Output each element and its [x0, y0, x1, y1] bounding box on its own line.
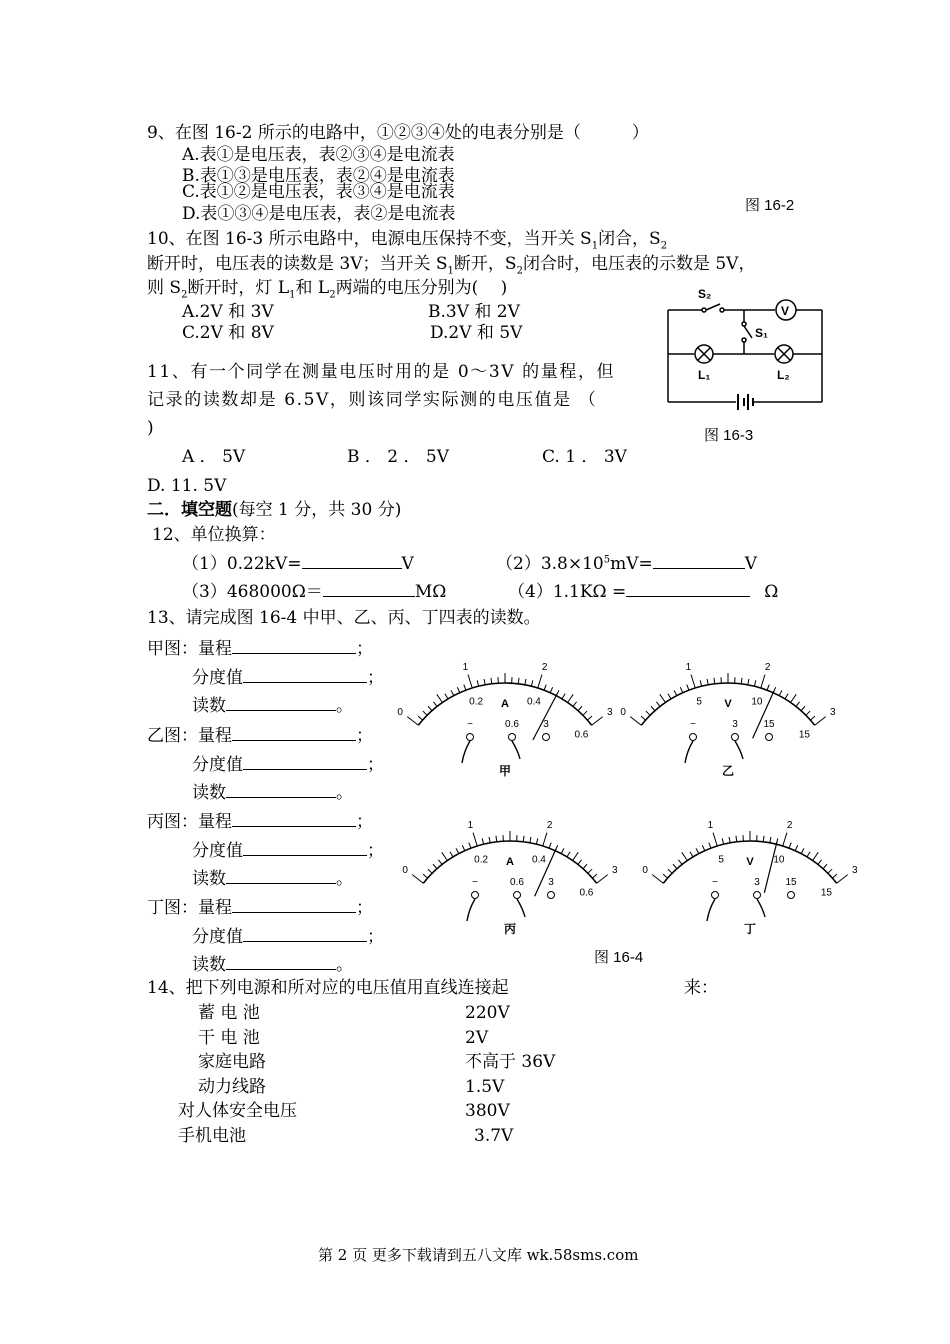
meter-terminal	[754, 892, 761, 899]
meter-tick	[837, 875, 848, 884]
circuit-label-s2: S₂	[698, 287, 712, 301]
meter-tick	[473, 833, 477, 846]
q13-answer-blank[interactable]	[243, 839, 367, 856]
meter-wire	[735, 741, 743, 759]
q13-answer-blank[interactable]	[243, 753, 367, 770]
meter-tick	[456, 848, 459, 853]
q13-row	[192, 925, 384, 946]
meter-name: 丙	[503, 922, 517, 936]
meter-terminal	[732, 734, 739, 741]
page-footer: 第 2 页 更多下载请到五八文库 wk.58sms.com	[318, 1246, 639, 1264]
q14-source-item: 动力线路	[198, 1077, 266, 1097]
meter-tick	[549, 843, 551, 849]
q13-row-end: ；	[367, 755, 384, 775]
meter-tick	[407, 717, 418, 726]
meter-tick	[801, 706, 805, 710]
meter-wire	[467, 899, 475, 921]
q14-voltage-item: 380V	[465, 1101, 510, 1121]
q11-line2: 记录的读数却是 6.5V，则该同学实际测的电压值是 （	[147, 390, 598, 410]
circuit-label-l1: L₁	[698, 368, 711, 382]
meter-tick	[795, 845, 797, 850]
q13-row-label: 读数	[192, 783, 226, 803]
q11-option-c: C. 1 ． 3V	[542, 447, 627, 467]
meter-tick	[525, 679, 526, 685]
meter-outer-label: 0	[620, 707, 626, 719]
meter-tick	[587, 716, 591, 720]
q13-row	[147, 896, 373, 917]
meter-inner-label: 5	[718, 854, 724, 866]
q13-row	[192, 753, 384, 774]
meter-tick	[588, 869, 592, 873]
q12-stem: 12、单位换算：	[152, 525, 276, 545]
meter-unit-label: A	[506, 856, 514, 868]
q13-row-label: 分度值	[192, 927, 243, 947]
meter-tick	[530, 837, 531, 843]
q11-line1: 11、有一个同学在测量电压时用的是 0～3V 的量程，但	[147, 362, 616, 382]
q13-answer-blank[interactable]	[243, 666, 367, 683]
meter-wire	[512, 741, 520, 759]
meter-tick	[630, 717, 641, 726]
meter-tick	[722, 838, 723, 844]
meter-terminal	[766, 734, 773, 741]
q10-line1: 10、在图 16-3 所示电路中，电源电压保持不变，当开关 $S_1$闭合，$S_2$	[147, 229, 668, 252]
meter-tick	[789, 843, 791, 849]
meter-tick	[491, 678, 492, 684]
meter-terminal-label: 0.6	[505, 719, 519, 730]
meter-unit-label: A	[501, 698, 509, 710]
q12-blank-4[interactable]	[626, 580, 750, 597]
q13-row-label: 甲图：量程	[147, 639, 232, 659]
q14-voltage-item: 3.7V	[474, 1126, 514, 1146]
q13-answer-blank[interactable]	[232, 896, 356, 913]
meter-tick	[583, 864, 587, 868]
meter-tick	[823, 864, 827, 868]
q10-option-b: B.3V 和 2V	[428, 302, 520, 322]
meter-tick	[791, 694, 797, 702]
meter-tick	[700, 680, 701, 686]
meter-outer-label: 1	[467, 820, 474, 832]
meter-unit-label: V	[724, 698, 732, 710]
meter-outer-label: 1	[462, 662, 469, 674]
meter-tick	[646, 711, 650, 715]
q9-option-a: A.表①是电压表，表②③④是电流表	[182, 145, 455, 165]
q13-answer-blank[interactable]	[226, 781, 336, 798]
meter-tick	[531, 680, 532, 686]
meter-tick	[568, 694, 574, 702]
meter-inner-label: 15	[798, 729, 810, 741]
meter-outer-label: 0	[402, 865, 408, 877]
meter-tick	[668, 869, 672, 873]
meter-terminal	[548, 892, 555, 899]
meter-tick	[690, 852, 693, 857]
meter-tick	[767, 685, 769, 691]
q13-row	[192, 781, 353, 802]
q13-row	[147, 724, 373, 745]
q14-source-item: 手机电池	[178, 1126, 246, 1146]
meter-inner-label: 0.4	[526, 696, 541, 708]
meter-tick	[538, 675, 542, 688]
meter-wire	[462, 741, 470, 763]
q13-answer-blank[interactable]	[226, 953, 336, 970]
meter-tick	[412, 875, 423, 884]
q13-row-end: ；	[356, 639, 373, 659]
meter-terminal	[467, 734, 474, 741]
meter-tick	[663, 874, 667, 878]
meter-tick	[561, 848, 564, 853]
meter-tick	[433, 702, 437, 707]
meter-tick	[806, 711, 810, 715]
meter-inner-label: 10	[773, 854, 785, 866]
q12-item-4: （4）1.1KΩ = Ω	[508, 582, 779, 602]
q11-option-b: B ． 2 ． 5V	[347, 447, 450, 467]
meter-tick	[707, 679, 708, 685]
meter-tick	[761, 675, 765, 688]
q13-row-label: 丙图：量程	[147, 812, 232, 832]
meter-tick	[578, 706, 582, 710]
q13-row-end: ；	[367, 668, 384, 688]
meter-tick	[562, 694, 565, 699]
meter-terminal	[690, 734, 697, 741]
q13-row	[192, 666, 384, 687]
circuit-label-s1: S₁	[755, 326, 768, 340]
meter-2	[402, 820, 618, 936]
meter-inner-label: 15	[820, 887, 832, 899]
meter-tick	[810, 716, 814, 720]
q13-row-label: 读数	[192, 955, 226, 975]
meter-tick	[741, 678, 742, 684]
meter-tick	[729, 837, 730, 843]
meter-terminal-label: 3	[754, 877, 760, 888]
q13-row	[192, 839, 384, 860]
q14-voltage-item: 1.5V	[465, 1077, 505, 1097]
meter-terminal-label: −	[690, 719, 696, 730]
meter-tick	[815, 717, 826, 726]
meter-tick	[660, 694, 666, 702]
figure-16-2-caption: 图 16-2	[745, 197, 795, 214]
q14-voltage-item: 2V	[465, 1028, 489, 1048]
q13-row-end: ；	[356, 726, 373, 746]
q11-option-d: D. 11. 5V	[147, 476, 227, 496]
meter-tick	[423, 874, 427, 878]
meter-inner-label: 0.6	[574, 729, 589, 741]
meter-tick	[484, 679, 485, 685]
meter-tick	[428, 706, 432, 710]
q11-line3: )	[147, 418, 154, 438]
meter-tick	[464, 685, 466, 691]
q13-row-label: 读数	[192, 869, 226, 889]
meter-tick	[754, 680, 755, 686]
meter-terminal-label: 3	[548, 877, 554, 888]
q10-option-c: C.2V 和 8V	[182, 323, 274, 343]
meter-outer-label: 2	[764, 662, 771, 674]
q9-option-c: C.表①②是电压表，表③④是电流表	[182, 182, 455, 202]
q9-option-b: B.表①③是电压表，表②④是电流表	[182, 166, 455, 186]
meter-inner-label: 10	[751, 696, 763, 708]
q13-row-end: ；	[367, 927, 384, 947]
meter-tick	[550, 687, 552, 692]
meter-tick	[709, 843, 711, 849]
q13-row-label: 分度值	[192, 841, 243, 861]
meter-tick	[652, 875, 663, 884]
meter-tick	[418, 716, 422, 720]
meter-tick	[713, 833, 717, 846]
meter-tick	[543, 833, 547, 846]
meter-tick	[828, 869, 832, 873]
meter-tick	[674, 690, 677, 695]
q13-row-label: 乙图：量程	[147, 726, 232, 746]
q14-source-item: 家庭电路	[198, 1052, 266, 1072]
q12-blank-2[interactable]	[653, 552, 745, 569]
q13-row	[192, 867, 353, 888]
q14-source-item: 干 电 池	[198, 1028, 260, 1048]
meter-inner-label: 0.6	[579, 887, 594, 899]
meter-outer-label: 0	[397, 707, 403, 719]
meter-tick	[714, 678, 715, 684]
meter-tick	[748, 679, 749, 685]
meter-terminal-label: 3	[732, 719, 738, 730]
meter-name: 丁	[743, 922, 757, 936]
meter-outer-label: 1	[685, 662, 692, 674]
meter-tick	[770, 837, 771, 843]
meter-tick	[482, 838, 483, 844]
meter-tick	[536, 838, 537, 844]
meter-terminal	[472, 892, 479, 899]
meter-needle	[764, 842, 776, 892]
meter-tick	[462, 845, 464, 850]
q12-item-3: （3）468000Ω＝ MΩ	[182, 582, 447, 602]
meter-tick	[573, 852, 579, 860]
meter-tick	[592, 717, 603, 726]
q13-row-label: 分度值	[192, 668, 243, 688]
meter-outer-label: 1	[707, 820, 714, 832]
meter-tick	[468, 675, 472, 688]
meter-tick	[656, 702, 660, 707]
meter-tick	[592, 874, 596, 878]
meter-tick	[445, 694, 448, 699]
meter-inner-label: 5	[696, 696, 702, 708]
meter-tick	[680, 687, 682, 692]
q14-stem-end: 来：	[684, 978, 718, 998]
q11-option-a: A ． 5V	[182, 447, 246, 467]
meter-tick	[813, 852, 819, 860]
q10-option-d: D.2V 和 5V	[430, 323, 523, 343]
q13-row-end: 。	[336, 696, 353, 716]
figure-16-4-caption: 图 16-4	[594, 949, 644, 966]
meter-tick	[736, 836, 737, 842]
q13-row	[192, 694, 353, 715]
meter-3	[642, 820, 858, 936]
meter-1	[620, 662, 836, 778]
q14-source-item: 对人体安全电压	[178, 1101, 297, 1121]
meter-tick	[682, 852, 688, 860]
q13-row-label: 分度值	[192, 755, 243, 775]
meter-outer-label: 2	[541, 662, 548, 674]
meter-terminal	[788, 892, 795, 899]
meter-terminal	[712, 892, 719, 899]
meter-tick	[668, 694, 671, 699]
meter-terminal-label: 3	[543, 719, 549, 730]
meter-tick	[423, 711, 427, 715]
meter-tick	[583, 711, 587, 715]
q13-answer-blank[interactable]	[226, 694, 336, 711]
meter-terminal-label: −	[467, 719, 473, 730]
q14-voltage-item: 不高于 36V	[465, 1052, 556, 1072]
q13-answer-blank[interactable]	[232, 724, 356, 741]
meter-wire	[757, 899, 765, 917]
meter-terminal-label: 15	[763, 719, 775, 730]
meter-tick	[832, 874, 836, 878]
meter-tick	[489, 837, 490, 843]
meter-tick	[801, 848, 804, 853]
meter-tick	[691, 675, 695, 688]
figure-16-3-caption: 图 16-3	[704, 427, 754, 444]
q13-row-end: 。	[336, 869, 353, 889]
circuit-diagram-16-3	[660, 282, 835, 414]
meter-terminal-label: −	[712, 877, 718, 888]
meter-tick	[818, 860, 822, 865]
meter-tick	[438, 860, 442, 865]
section-2-title: 二．填空题(每空 1 分，共 30 分)	[147, 500, 402, 520]
q13-row	[147, 637, 373, 658]
q13-row-end: ；	[367, 841, 384, 861]
meter-terminal-label: 0.6	[510, 877, 524, 888]
meter-tick	[428, 869, 432, 873]
meter-tick	[641, 716, 645, 720]
meters-figure-16-4	[397, 638, 858, 936]
meter-0	[397, 662, 613, 778]
meter-terminal	[514, 892, 521, 899]
q12-item-1: （1）0.22kV= V	[182, 554, 414, 574]
meter-unit-label: V	[746, 856, 754, 868]
q13-row-label: 丁图：量程	[147, 898, 232, 918]
meter-outer-label: 2	[546, 820, 553, 832]
meter-terminal	[509, 734, 516, 741]
meter-tick	[450, 852, 453, 857]
meter-wire	[685, 741, 693, 763]
meter-terminal-label: −	[472, 877, 478, 888]
q13-row-end: 。	[336, 955, 353, 975]
q13-row	[147, 810, 373, 831]
meter-outer-label: 0	[642, 865, 648, 877]
q13-answer-blank[interactable]	[243, 925, 367, 942]
meter-tick	[433, 864, 437, 868]
q10-line3: 则 $S_2$断开时，灯 $L_1$和 $L_2$两端的电压分别为( )	[147, 278, 508, 301]
q10-option-a: A.2V 和 3V	[182, 302, 274, 322]
meter-tick	[597, 875, 608, 884]
q13-row-end: ；	[356, 812, 373, 832]
q12-blank-1[interactable]	[302, 552, 402, 569]
q10-line2: 断开时，电压表的读数是 3V；当开关 $S_1$断开，$S_2$闭合时，电压表的示数是 5V，	[147, 254, 756, 277]
meter-tick	[442, 852, 448, 860]
meter-name: 乙	[721, 764, 735, 778]
meter-inner-label: 0.4	[531, 854, 546, 866]
q12-item-2: $(2)3.8\times 10^5mV= V$	[496, 554, 758, 574]
meter-tick	[469, 843, 471, 849]
meter-tick	[451, 690, 454, 695]
q13-stem: 13、请完成图 16-4 中甲、乙、丙、丁四表的读数。	[147, 608, 541, 628]
meter-tick	[523, 836, 524, 842]
meter-outer-label: 3	[852, 865, 858, 877]
meter-outer-label: 3	[830, 707, 836, 719]
meter-wire	[707, 899, 715, 921]
meter-tick	[796, 702, 800, 707]
meter-tick	[785, 694, 788, 699]
q12-blank-3[interactable]	[323, 580, 415, 597]
circuit-label-v: V	[781, 304, 790, 318]
meter-wire	[517, 899, 525, 917]
meter-tick	[673, 864, 677, 868]
q13-answer-blank[interactable]	[232, 637, 356, 654]
meter-terminal	[543, 734, 550, 741]
q13-row	[192, 953, 353, 974]
q9-option-d: D.表①③④是电压表，表②是电流表	[182, 204, 456, 224]
meter-tick	[544, 685, 546, 691]
meter-tick	[651, 706, 655, 710]
meter-inner-label: 0.2	[469, 696, 484, 708]
meter-tick	[763, 836, 764, 842]
q13-answer-blank[interactable]	[232, 810, 356, 827]
meter-tick	[779, 690, 782, 695]
meter-outer-label: 2	[786, 820, 793, 832]
q13-answer-blank[interactable]	[226, 867, 336, 884]
meter-tick	[783, 833, 787, 846]
meter-tick	[457, 687, 459, 692]
meter-name: 甲	[498, 764, 512, 778]
meter-tick	[807, 852, 810, 857]
meter-tick	[496, 836, 497, 842]
meter-outer-label: 3	[607, 707, 613, 719]
meter-tick	[573, 702, 577, 707]
meter-tick	[477, 680, 478, 686]
meter-tick	[678, 860, 682, 865]
q14-source-item: 蓄 电 池	[198, 1003, 260, 1023]
meter-inner-label: 0.2	[474, 854, 489, 866]
meter-tick	[578, 860, 582, 865]
meter-tick	[437, 694, 443, 702]
meter-terminal-label: 15	[785, 877, 797, 888]
q13-row-end: 。	[336, 783, 353, 803]
circuit-label-l2: L₂	[777, 368, 790, 382]
meter-tick	[702, 845, 704, 850]
q9-stem: 9、在图 16-2 所示的电路中，①②③④处的电表分别是（ ）	[147, 123, 649, 143]
q13-row-label: 读数	[192, 696, 226, 716]
q14-stem: 14、把下列电源和所对应的电压值用直线连接起	[147, 978, 509, 998]
q14-voltage-item: 220V	[465, 1003, 510, 1023]
meter-tick	[567, 852, 570, 857]
q13-row-end: ；	[356, 898, 373, 918]
meter-tick	[687, 685, 689, 691]
meter-tick	[696, 848, 699, 853]
meter-outer-label: 3	[612, 865, 618, 877]
meter-tick	[518, 678, 519, 684]
